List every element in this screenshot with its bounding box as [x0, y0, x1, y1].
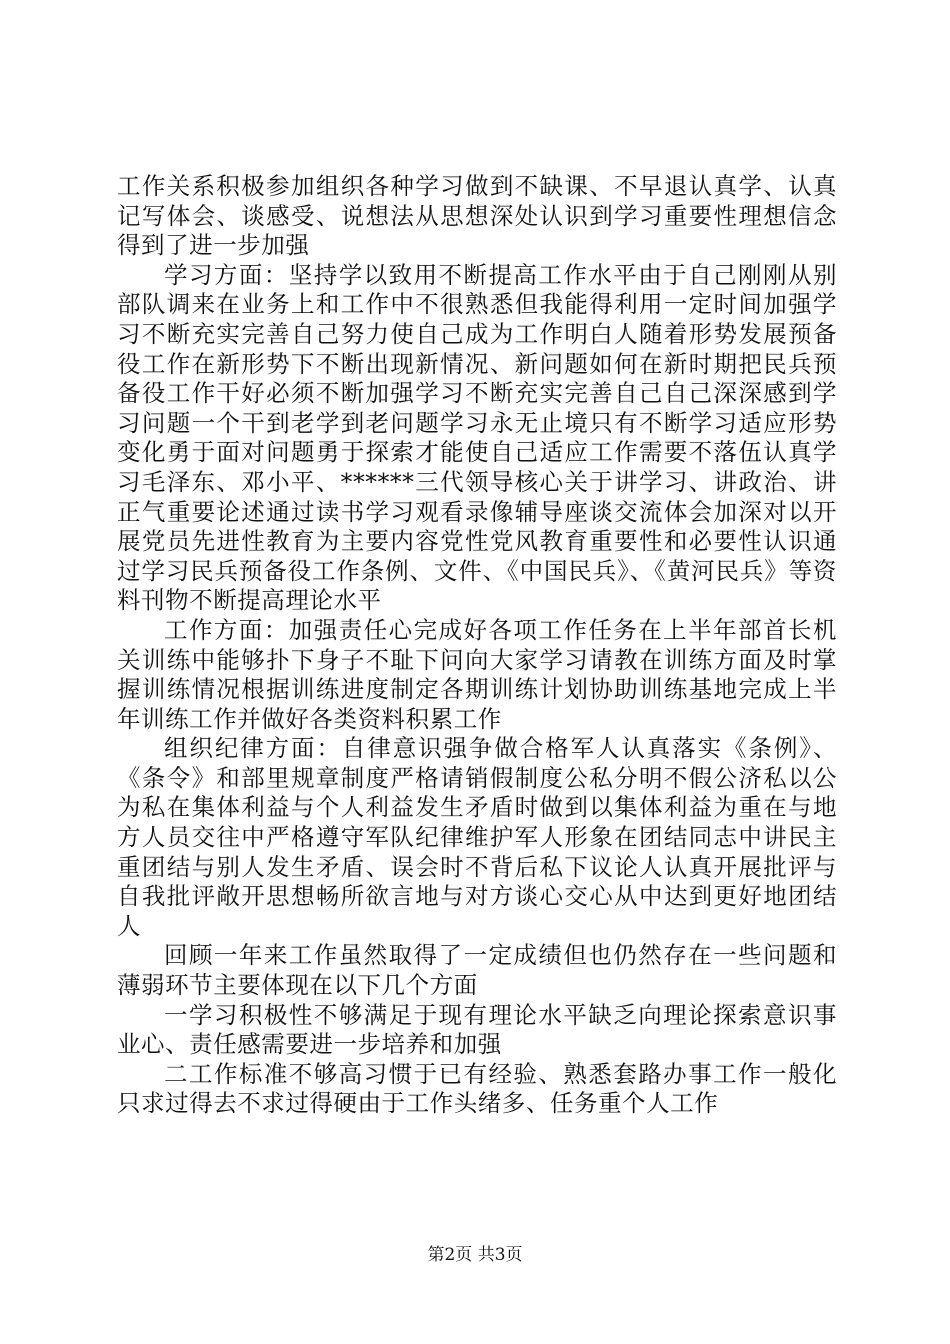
paragraph-study: 学习方面：坚持学以致用不断提高工作水平由于自己刚刚从别部队调来在业务上和工作中不很熟悉但我能得利用一定时间加强学习不断充实完善自己努力使自己成为工作明白人随着形势发展预备役工作在新形势下不断出现新情况、新问题如何在新时期把民兵预备役工作干好必须不断加强学习不断充实完善自己自己深深感到学习问题一个干到老学到老问题学习永无止境只有不断学习适应形势变化勇于面对问题勇于探索才能使自己适应工作需要不落伍认真学习毛泽东、邓小平、******三代领导核心关于讲学习、讲政治、讲正气重要论述通过读书学习观看录像辅导座谈交流体会加深对以开展党员先进性教育为主要内容党性党风教育重要性和必要性认识通过学习民兵预备役工作条例、文件、《中国民兵》、《黄河民兵》等资料刊物不断提高理论水平 — [117, 260, 837, 615]
page-footer — [0, 1244, 950, 1266]
page-number: 第2页 共3页 — [427, 1245, 523, 1265]
paragraph-issue-2: 二工作标准不够高习惯于已有经验、熟悉套路办事工作一般化只求过得去不求过得硬由于工作头绪多、任务重个人工作 — [117, 1059, 837, 1118]
document-body — [117, 172, 837, 1119]
paragraph-work: 工作方面：加强责任心完成好各项工作任务在上半年部首长机关训练中能够扑下身子不耻下问向大家学习请教在训练方面及时掌握训练情况根据训练进度制定各期训练计划协助训练基地完成上半年训练工作并做好各类资料积累工作 — [117, 615, 837, 733]
paragraph-issue-1: 一学习积极性不够满足于现有理论水平缺乏向理论探索意识事业心、责任感需要进一步培养和加强 — [117, 1000, 837, 1059]
paragraph-discipline: 组织纪律方面：自律意识强争做合格军人认真落实《条例》、《条令》和部里规章制度严格请销假制度公私分明不假公济私以公为私在集体利益与个人利益发生矛盾时做到以集体利益为重在与地方人员交往中严格遵守军队纪律维护军人形象在团结同志中讲民主重团结与别人发生矛盾、误会时不背后私下议论人认真开展批评与自我批评敞开思想畅所欲言地与对方谈心交心从中达到更好地团结人 — [117, 734, 837, 940]
paragraph-1: 工作关系积极参加组织各种学习做到不缺课、不早退认真学、认真记写体会、谈感受、说想法从思想深处认识到学习重要性理想信念得到了进一步加强 — [117, 172, 837, 260]
paragraph-review: 回顾一年来工作虽然取得了一定成绩但也仍然存在一些问题和薄弱环节主要体现在以下几个方面 — [117, 941, 837, 1000]
